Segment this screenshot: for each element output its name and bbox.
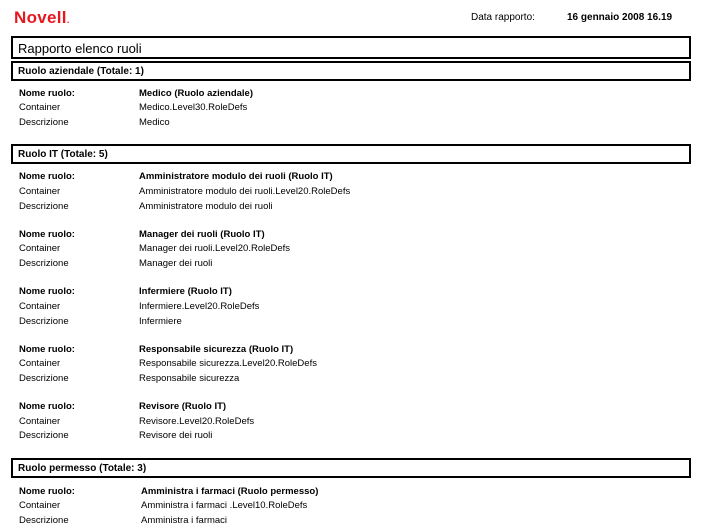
- description-label: Descrizione: [19, 515, 69, 526]
- description-value: Amministra i farmaci: [141, 515, 228, 526]
- role-name-label: Nome ruolo:: [19, 486, 75, 497]
- description-label: Descrizione: [19, 117, 69, 128]
- description-value: Responsabile sicurezza: [139, 373, 240, 384]
- container-value: Manager dei ruoli.Level20.RoleDefs: [139, 243, 291, 254]
- container-label: Container: [19, 301, 61, 312]
- container-value: Amministra i farmaci .Level10.RoleDefs: [141, 500, 308, 511]
- role-name-label: Nome ruolo:: [19, 401, 75, 412]
- description-value: Medico: [139, 117, 170, 128]
- description-value: Infermiere: [139, 316, 182, 327]
- role-name-value: Medico (Ruolo aziendale): [139, 88, 254, 99]
- container-value: Amministratore modulo dei ruoli.Level20.RoleDefs: [139, 186, 351, 197]
- container-label: Container: [19, 416, 61, 427]
- section-header-ruolo-it: Ruolo IT (Totale: 5): [11, 144, 691, 164]
- logo-mark: .: [66, 15, 70, 25]
- description-label: Descrizione: [19, 373, 69, 384]
- report-title: Rapporto elenco ruoli: [11, 36, 691, 59]
- container-value: Responsabile sicurezza.Level20.RoleDefs: [139, 358, 317, 369]
- container-label: Container: [19, 500, 61, 511]
- role-name-value: Revisore (Ruolo IT): [139, 401, 227, 412]
- role-name-label: Nome ruolo:: [19, 88, 75, 99]
- role-name-value: Manager dei ruoli (Ruolo IT): [139, 229, 265, 240]
- role-name-label: Nome ruolo:: [19, 229, 75, 240]
- description-label: Descrizione: [19, 430, 69, 441]
- role-name-value: Amministra i farmaci (Ruolo permesso): [141, 486, 319, 497]
- section-header-ruolo-permesso: Ruolo permesso (Totale: 3): [11, 458, 691, 478]
- role-name-label: Nome ruolo:: [19, 344, 75, 355]
- description-value: Amministratore modulo dei ruoli: [139, 201, 273, 212]
- container-value: Infermiere.Level20.RoleDefs: [139, 301, 260, 312]
- section-header-ruolo-aziendale: Ruolo aziendale (Totale: 1): [11, 61, 691, 81]
- container-label: Container: [19, 186, 61, 197]
- role-name-label: Nome ruolo:: [19, 171, 75, 182]
- description-value: Revisore dei ruoli: [139, 430, 213, 441]
- description-label: Descrizione: [19, 201, 69, 212]
- role-name-value: Amministratore modulo dei ruoli (Ruolo IT): [139, 171, 333, 182]
- role-name-label: Nome ruolo:: [19, 286, 75, 297]
- description-label: Descrizione: [19, 316, 69, 327]
- novell-logo: [14, 8, 70, 28]
- container-label: Container: [19, 102, 61, 113]
- container-label: Container: [19, 358, 61, 369]
- container-label: Container: [19, 243, 61, 254]
- description-label: Descrizione: [19, 258, 69, 269]
- container-value: Medico.Level30.RoleDefs: [139, 102, 248, 113]
- report-date-label: Data rapporto:: [471, 12, 535, 23]
- report-date-value: 16 gennaio 2008 16.19: [567, 12, 673, 23]
- role-name-value: Responsabile sicurezza (Ruolo IT): [139, 344, 294, 355]
- logo-text: Novell: [14, 8, 67, 27]
- role-name-value: Infermiere (Ruolo IT): [139, 286, 232, 297]
- description-value: Manager dei ruoli: [139, 258, 213, 269]
- container-value: Revisore.Level20.RoleDefs: [139, 416, 255, 427]
